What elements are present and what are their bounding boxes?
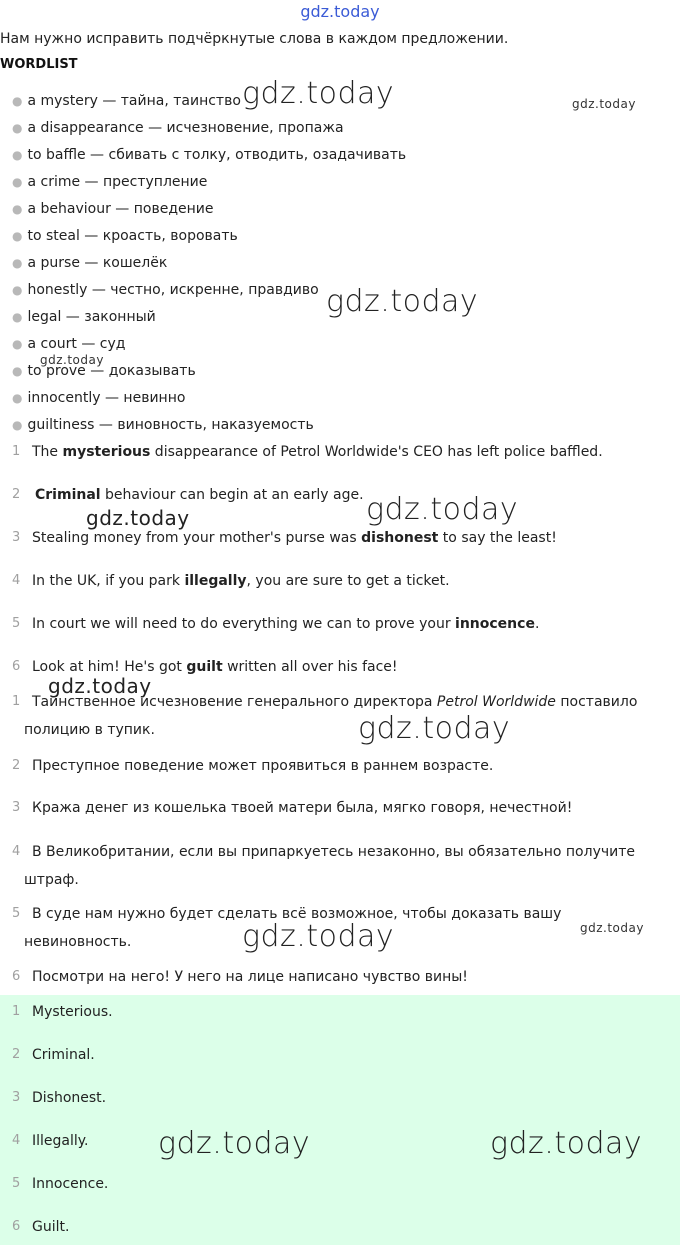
watermark: gdz.today [366, 492, 519, 527]
translation-text-continued: невиновность. [24, 934, 132, 950]
watermark: gdz.today [242, 919, 395, 954]
wordlist-heading: WORDLIST [0, 57, 78, 72]
wordlist-item: ● guiltiness — виновность, наказуемость [12, 417, 314, 433]
item-number: 6 [12, 659, 21, 674]
answer-text: Dishonest. [32, 1090, 107, 1106]
translation-text-continued: полицию в тупик. [24, 722, 155, 738]
item-number: 4 [12, 1133, 21, 1148]
item-number: 2 [12, 487, 21, 502]
item-number: 3 [12, 800, 21, 815]
bullet-icon: ● [12, 391, 23, 405]
translation-text: В суде нам нужно будет сделать всё возможное, чтобы доказать вашу [32, 906, 562, 922]
wordlist-item: ● a purse — кошелёк [12, 255, 168, 271]
bullet-icon: ● [12, 94, 23, 108]
wordlist-item: ● legal — законный [12, 309, 156, 325]
item-number: 6 [12, 969, 21, 984]
instruction-text: Нам нужно исправить подчёркнутые слова в каждом предложении. [0, 31, 509, 47]
exercise-sentence: In the UK, if you park illegally, you are sure to get a ticket. [32, 573, 450, 589]
wordlist [12, 88, 406, 439]
item-number: 5 [12, 906, 21, 921]
bullet-icon: ● [12, 256, 23, 270]
item-number: 3 [12, 530, 21, 545]
translation-text: В Великобритании, если вы припаркуетесь незаконно, вы обязательно получите [32, 844, 635, 860]
bullet-icon: ● [12, 364, 23, 378]
site-link[interactable]: gdz.today [300, 2, 380, 21]
wordlist-item: ● innocently — невинно [12, 390, 186, 406]
item-number: 2 [12, 758, 21, 773]
item-number: 1 [12, 694, 21, 709]
exercise-sentence: Stealing money from your mother's purse was dishonest to say the least! [32, 530, 557, 546]
watermark: gdz.today [358, 711, 511, 746]
answer-text: Innocence. [32, 1176, 109, 1192]
item-number: 6 [12, 1219, 21, 1234]
bullet-icon: ● [12, 229, 23, 243]
item-number: 1 [12, 444, 21, 459]
translation-text: Кража денег из кошелька твоей матери была, мягко говоря, нечестной! [32, 800, 573, 816]
wordlist-item: ● to baffle — сбивать с толку, отводить, озадачивать [12, 147, 407, 163]
answer-text: Guilt. [32, 1219, 70, 1235]
item-number: 4 [12, 844, 21, 859]
translation-text: Преступное поведение может проявиться в раннем возрасте. [32, 758, 494, 774]
watermark: gdz.today [48, 674, 152, 698]
wordlist-item: ● to prove — доказывать [12, 363, 196, 379]
watermark: gdz.today [572, 97, 636, 111]
exercise-sentence: Look at him! He's got guilt written all over his face! [32, 659, 398, 675]
wordlist-item: ● a disappearance — исчезновение, пропажа [12, 120, 344, 136]
bullet-icon: ● [12, 175, 23, 189]
translation-text: Таинственное исчезновение генерального директора Petrol Worldwide поставило [32, 694, 638, 710]
answer-text: Criminal. [32, 1047, 95, 1063]
watermark: gdz.today [242, 76, 395, 111]
bullet-icon: ● [12, 202, 23, 216]
bullet-icon: ● [12, 418, 23, 432]
bullet-icon: ● [12, 337, 23, 351]
exercise-sentence: Criminal behaviour can begin at an early age. [35, 487, 364, 503]
wordlist-item: ● to steal — кроасть, воровать [12, 228, 238, 244]
item-number: 5 [12, 1176, 21, 1191]
watermark: gdz.today [158, 1126, 311, 1161]
wordlist-item: ● a mystery — тайна, таинство [12, 93, 241, 109]
wordlist-item: ● a behaviour — поведение [12, 201, 214, 217]
watermark: gdz.today [490, 1126, 643, 1161]
answer-text: Illegally. [32, 1133, 89, 1149]
item-number: 4 [12, 573, 21, 588]
bullet-icon: ● [12, 148, 23, 162]
watermark: gdz.today [326, 284, 479, 319]
wordlist-item: ● a crime — преступление [12, 174, 208, 190]
watermark: gdz.today [580, 921, 644, 935]
item-number: 5 [12, 616, 21, 631]
item-number: 3 [12, 1090, 21, 1105]
answer-text: Mysterious. [32, 1004, 113, 1020]
item-number: 1 [12, 1004, 21, 1019]
exercise-sentence: In court we will need to do everything we can to prove your innocence. [32, 616, 540, 632]
wordlist-item: ● a court — суд [12, 336, 126, 352]
item-number: 2 [12, 1047, 21, 1062]
answers-panel [0, 995, 680, 1245]
exercise-sentence: The mysterious disappearance of Petrol Worldwide's CEO has left police baffled. [32, 444, 603, 460]
translation-text-continued: штраф. [24, 872, 79, 888]
watermark: gdz.today [86, 506, 190, 530]
bullet-icon: ● [12, 121, 23, 135]
wordlist-item: ● honestly — честно, искренне, правдиво [12, 282, 319, 298]
translation-text: Посмотри на него! У него на лице написано чувство вины! [32, 969, 468, 985]
bullet-icon: ● [12, 283, 23, 297]
bullet-icon: ● [12, 310, 23, 324]
watermark: gdz.today [40, 353, 104, 367]
